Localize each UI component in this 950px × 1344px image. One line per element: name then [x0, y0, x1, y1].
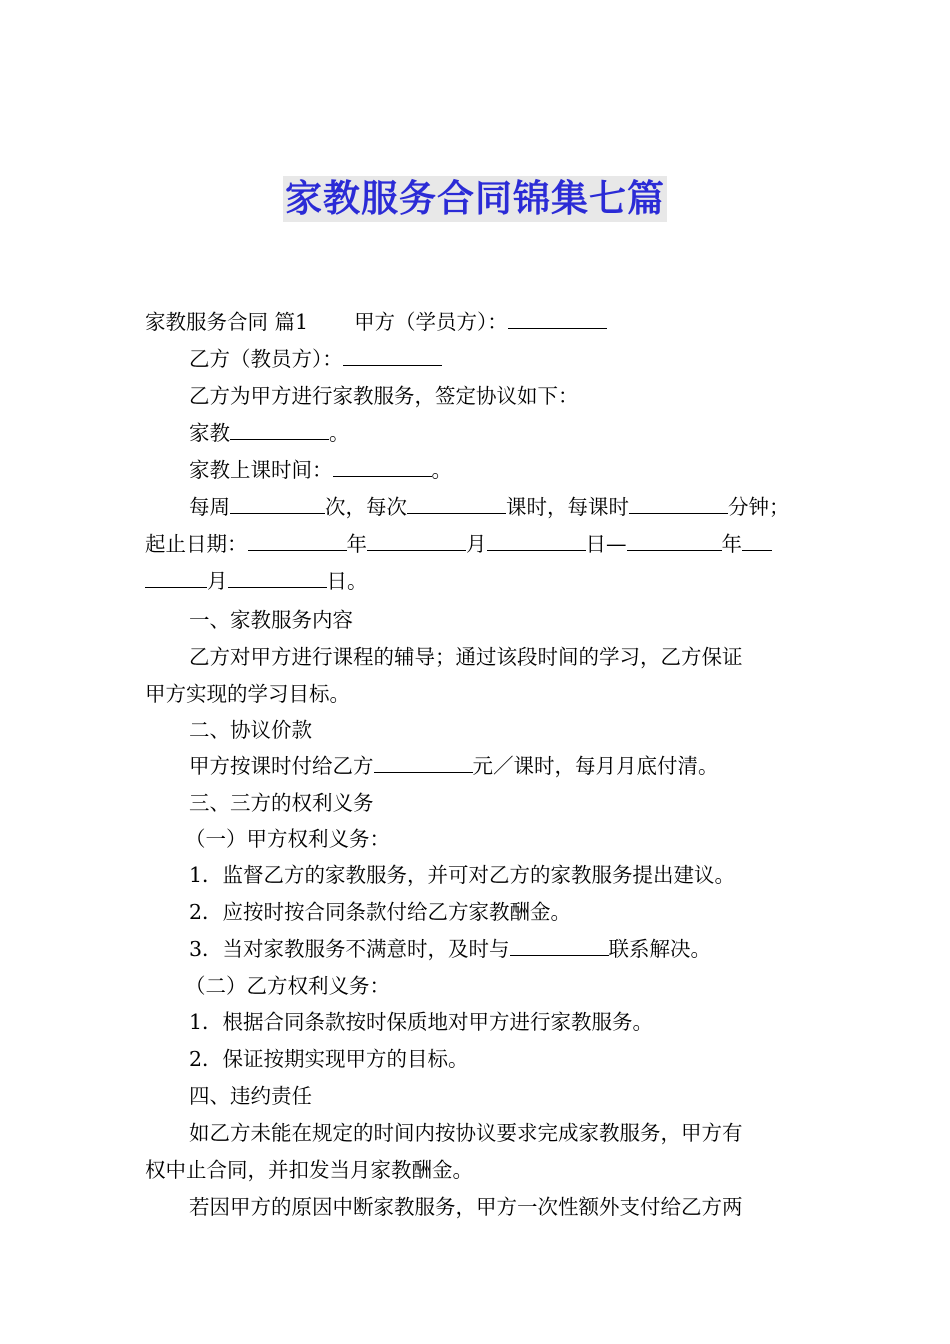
paragraph-line — [189, 644, 743, 670]
dates-text: 月 — [207, 569, 228, 593]
blank-line — [510, 937, 609, 956]
document-title: 家教服务合同锦集七篇 — [285, 177, 665, 220]
intro-line — [189, 383, 579, 409]
blank-line — [230, 421, 329, 440]
dates-text: 年 — [346, 532, 367, 556]
dates-line — [145, 531, 772, 557]
section-title: 二、协议价款 — [189, 718, 312, 742]
blank-line — [627, 532, 722, 551]
paragraph-line — [189, 1120, 743, 1146]
class-time-label: 家教上课时间： — [189, 458, 333, 482]
intro-text: 乙方为甲方进行家教服务，签定协议如下： — [189, 384, 579, 408]
blank-line — [508, 310, 607, 329]
paragraph-text: 甲方按课时付给乙方 — [189, 754, 374, 778]
list-item — [189, 936, 711, 962]
blank-line — [343, 347, 442, 366]
list-item — [189, 1046, 469, 1072]
section-heading — [189, 1083, 312, 1109]
section-heading — [189, 790, 374, 816]
section-title: 三、三方的权利义务 — [189, 791, 374, 815]
blank-line — [145, 569, 207, 588]
section-title: 四、违约责任 — [189, 1084, 312, 1108]
blank-line — [407, 495, 506, 514]
list-item-text: 2．保证按期实现甲方的目标。 — [189, 1047, 469, 1071]
list-item — [189, 862, 735, 888]
blank-line — [629, 495, 728, 514]
blank-line — [487, 532, 586, 551]
list-item-text: 3．当对家教服务不满意时，及时与 — [189, 937, 510, 961]
weekly-text: 次，每次 — [325, 495, 407, 519]
party-b-line — [189, 346, 442, 372]
section-heading — [189, 717, 312, 743]
subsection-title: （一）甲方权利义务： — [185, 827, 390, 851]
blank-line — [333, 458, 432, 477]
blank-line — [230, 495, 325, 514]
paragraph-line — [145, 681, 350, 707]
tutor-label: 家教 — [189, 421, 230, 445]
dates-end-line — [145, 568, 368, 594]
paragraph-text: 若因甲方的原因中断家教服务，甲方一次性额外支付给乙方两 — [189, 1195, 743, 1219]
paragraph-text: 甲方实现的学习目标。 — [145, 682, 350, 706]
paragraph-text: 乙方对甲方进行课程的辅导；通过该段时间的学习，乙方保证 — [189, 645, 743, 669]
weekly-line — [189, 494, 790, 520]
subsection-title: （二）乙方权利义务： — [185, 974, 390, 998]
blank-line — [248, 532, 347, 551]
paragraph-line — [189, 1194, 743, 1220]
dates-text: 日— — [585, 532, 627, 556]
subsection-heading — [185, 973, 390, 999]
paragraph-text: 如乙方未能在规定的时间内按协议要求完成家教服务，甲方有 — [189, 1121, 743, 1145]
blank-line — [228, 569, 327, 588]
weekly-text: 课时，每课时 — [506, 495, 629, 519]
list-item-text: 1．监督乙方的家教服务，并可对乙方的家教服务提出建议。 — [189, 863, 736, 887]
blank-line — [742, 532, 772, 551]
period: 。 — [431, 458, 452, 482]
weekly-text: 每周 — [189, 495, 230, 519]
party-b-label: 乙方（教员方）： — [189, 347, 343, 371]
blank-line — [367, 532, 466, 551]
dates-text: 日。 — [326, 569, 368, 593]
list-item — [189, 1009, 653, 1035]
class-time-line — [189, 457, 452, 483]
list-item — [189, 899, 571, 925]
paragraph-line — [145, 1157, 473, 1183]
party-a-label: 甲方（学员方）： — [354, 310, 508, 334]
list-item-text: 2．应按时按合同条款付给乙方家教酬金。 — [189, 900, 572, 924]
paragraph-line — [189, 753, 719, 779]
paragraph-text: 元／课时，每月月底付清。 — [472, 754, 719, 778]
section-title: 一、家教服务内容 — [189, 608, 353, 632]
blank-line — [374, 754, 473, 773]
title-wrap — [0, 176, 950, 222]
heading-line — [145, 309, 607, 335]
dates-text: 年 — [721, 532, 742, 556]
list-item-text: 联系解决。 — [608, 937, 712, 961]
subsection-heading — [185, 826, 390, 852]
tutor-line — [189, 420, 350, 446]
section-heading — [189, 607, 353, 633]
weekly-text: 分钟； — [728, 495, 790, 519]
period: 。 — [329, 421, 350, 445]
contract-heading: 家教服务合同 篇1 — [145, 310, 309, 334]
dates-text: 月 — [466, 532, 487, 556]
list-item-text: 1．根据合同条款按时保质地对甲方进行家教服务。 — [189, 1010, 654, 1034]
paragraph-text: 权中止合同，并扣发当月家教酬金。 — [145, 1158, 473, 1182]
dates-label: 起止日期： — [145, 532, 248, 556]
